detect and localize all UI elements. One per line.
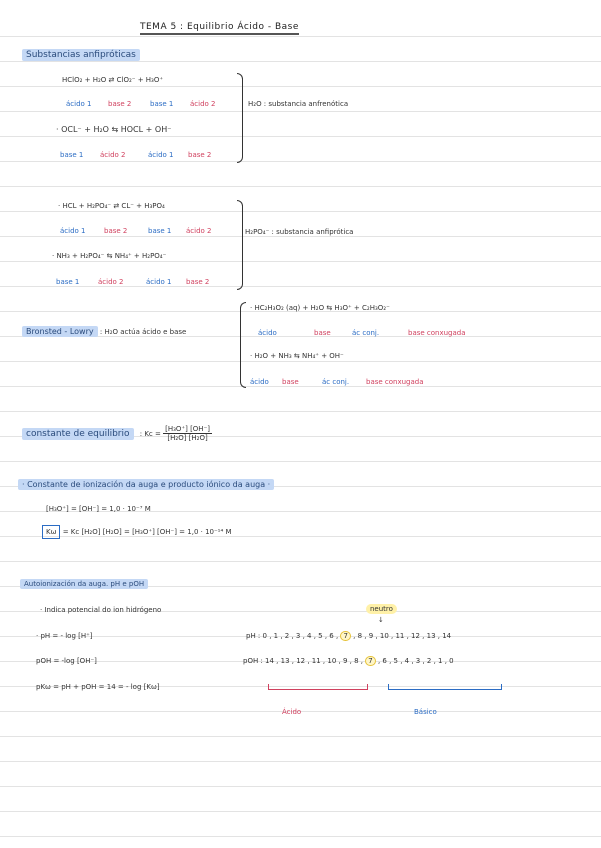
- basic-range-label: Básico: [414, 708, 437, 716]
- poh-scale-high: 14 , 13 , 12 , 11 , 10 , 9 , 8 ,: [265, 657, 363, 665]
- label-conj-acid: ác conj.: [352, 329, 380, 337]
- label-acid2: ácido 2: [100, 151, 126, 159]
- label-acid1: ácido 1: [146, 278, 172, 286]
- label-acid2: ácido 2: [98, 278, 124, 286]
- page-title: TEMA 5 : Equilibrio Ácido - Base: [140, 22, 299, 35]
- label-acid2: ácido 2: [186, 227, 212, 235]
- acid-range-label: Ácido: [282, 708, 302, 716]
- ionization-heading: · Constante de ionización da auga e producto iónico da auga ·: [18, 479, 274, 490]
- reaction-1: HClO₂ + H₂O ⇄ ClO₂⁻ + H₃O⁺: [62, 76, 164, 84]
- label-base2: base 2: [188, 151, 212, 159]
- label-base1: base 1: [150, 100, 174, 108]
- reaction-4: · NH₃ + H₂PO₄⁻ ⇆ NH₄⁺ + H₂PO₄⁻: [52, 252, 167, 260]
- poh-scale-label: pOH :: [243, 657, 263, 665]
- label-conj-acid: ác conj.: [322, 378, 350, 386]
- ph-scale-high: , 8 , 9 , 10 , 11 , 12 , 13 , 14: [353, 632, 452, 640]
- ph-neutral-value: 7: [340, 631, 350, 641]
- ph-scale-label: pH :: [246, 632, 261, 640]
- note-h2po4-amphiprotic: H₂PO₄⁻ : substancia anfiprótica: [245, 228, 354, 236]
- label-acid2: ácido 2: [190, 100, 216, 108]
- neutral-label: neutro: [366, 604, 397, 614]
- kw-row: [42, 528, 232, 536]
- brace: [237, 73, 243, 163]
- pkw-formula: pKω = pH + pOH = 14 = - log [Kω]: [36, 683, 160, 691]
- equilibrium-constant-row: [22, 425, 212, 442]
- down-arrow-icon: ↓: [378, 616, 384, 624]
- label-base2: base 2: [186, 278, 210, 286]
- label-acid1: ácido 1: [148, 151, 174, 159]
- poh-neutral-value: 7: [365, 656, 375, 666]
- label-base1: base 1: [60, 151, 84, 159]
- basic-range-bracket: [388, 684, 502, 690]
- bronsted-heading: Bronsted - Lowry: [22, 326, 98, 337]
- label-conj-base: base conxugada: [408, 329, 466, 337]
- kc-numerator: [H₃O⁺] [OH⁻]: [165, 425, 211, 433]
- reaction-3: · HCL + H₂PO₄⁻ ⇄ CL⁻ + H₃PO₄: [58, 202, 165, 210]
- equilibrium-constant-heading: constante de equilibrio: [22, 428, 134, 440]
- label-base1: base 1: [148, 227, 172, 235]
- poh-scale: [243, 657, 454, 665]
- autoionization-heading: Autoionización da auga. pH e pOH: [20, 579, 148, 589]
- ph-definition-note: · Indica potencial do ion hidrógeno: [40, 606, 162, 614]
- label-base2: base 2: [104, 227, 128, 235]
- kc-lhs: : Kc =: [139, 429, 161, 438]
- note-water-amphoteric: H₂O : substancia anfrenótica: [248, 100, 349, 108]
- bronsted-reaction-1: · HC₂H₃O₂ (aq) + H₂O ⇆ H₃O⁺ + C₂H₃O₂⁻: [250, 304, 390, 312]
- kw-equation: = Kc [H₂O] [H₂O] = [H₃O⁺] [OH⁻] = 1,0 · 10⁻¹⁴ M: [62, 528, 232, 536]
- brace: [237, 200, 243, 290]
- label-base2: base 2: [108, 100, 132, 108]
- kc-fraction: [163, 425, 212, 442]
- water-concentration-eq: [H₃O⁺] = [OH⁻] = 1,0 · 10⁻⁷ M: [46, 505, 151, 513]
- ph-formula: · pH = - log [H⁺]: [36, 632, 93, 640]
- label-base: base: [314, 329, 331, 337]
- bronsted-row: [22, 327, 186, 336]
- reaction-2: · OCL⁻ + H₂O ⇆ HOCL + OH⁻: [56, 125, 172, 134]
- label-acid1: ácido 1: [66, 100, 92, 108]
- kw-symbol: Kω: [42, 525, 60, 539]
- label-base1: base 1: [56, 278, 80, 286]
- label-acid: ácido: [250, 378, 269, 386]
- acid-range-bracket: [268, 684, 368, 690]
- label-base: base: [282, 378, 299, 386]
- label-conj-base: base conxugada: [366, 378, 424, 386]
- label-acid: ácido: [258, 329, 277, 337]
- ph-scale: [246, 632, 451, 640]
- poh-formula: pOH = -log [OH⁻]: [36, 657, 97, 665]
- kc-denominator: [H₂O] [H₂O]: [167, 434, 208, 442]
- ph-scale-low: 0 , 1 , 2 , 3 , 4 , 5 , 6 ,: [262, 632, 339, 640]
- brace: [240, 302, 246, 388]
- bronsted-desc: : H₂O actúa ácido e base: [99, 328, 187, 336]
- label-acid1: ácido 1: [60, 227, 86, 235]
- bronsted-reaction-2: · H₂O + NH₃ ⇆ NH₄⁺ + OH⁻: [250, 352, 344, 360]
- section-heading-anfiproticas: Substancias anfipróticas: [22, 49, 140, 61]
- poh-scale-low: , 6 , 5 , 4 , 3 , 2 , 1 , 0: [377, 657, 454, 665]
